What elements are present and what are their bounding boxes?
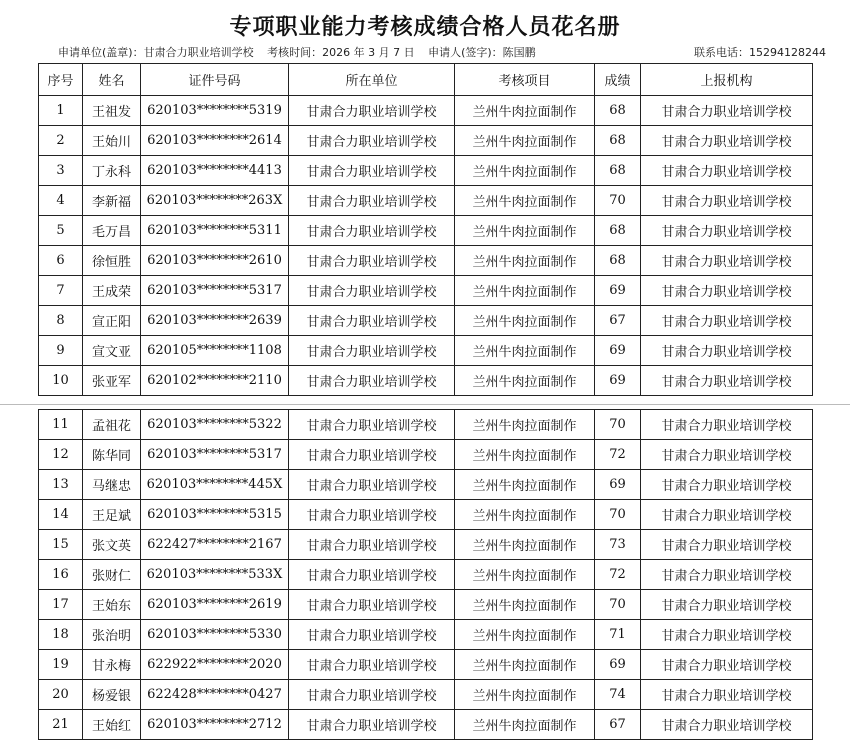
cell-unit: 甘肃合力职业培训学校	[289, 216, 455, 246]
table-row	[39, 710, 813, 740]
cell-no: 19	[39, 650, 83, 680]
table-row	[39, 590, 813, 620]
contact-phone: 联系电话：15294128244	[694, 46, 826, 59]
cell-id: 620103********2610	[141, 246, 289, 276]
cell-no: 7	[39, 276, 83, 306]
cell-no: 14	[39, 500, 83, 530]
cell-no: 12	[39, 440, 83, 470]
cell-org: 甘肃合力职业培训学校	[641, 470, 813, 500]
roster-table-page-2	[38, 409, 813, 740]
cell-org: 甘肃合力职业培训学校	[641, 366, 813, 396]
cell-name: 王足斌	[83, 500, 141, 530]
cell-org: 甘肃合力职业培训学校	[641, 590, 813, 620]
cell-unit: 甘肃合力职业培训学校	[289, 336, 455, 366]
cell-id: 620103********5317	[141, 276, 289, 306]
cell-item: 兰州牛肉拉面制作	[455, 246, 595, 276]
header-no: 序号	[39, 64, 83, 96]
cell-id: 620103********263X	[141, 186, 289, 216]
meta-info	[58, 44, 546, 60]
cell-no: 1	[39, 96, 83, 126]
cell-org: 甘肃合力职业培训学校	[641, 410, 813, 440]
cell-id: 620103********2619	[141, 590, 289, 620]
cell-unit: 甘肃合力职业培训学校	[289, 620, 455, 650]
cell-item: 兰州牛肉拉面制作	[455, 96, 595, 126]
cell-name: 宣正阳	[83, 306, 141, 336]
cell-score: 74	[595, 680, 641, 710]
cell-score: 68	[595, 246, 641, 276]
cell-unit: 甘肃合力职业培训学校	[289, 590, 455, 620]
applicant-signature: 申请人(签字)：陈国鹏	[428, 46, 536, 59]
cell-no: 8	[39, 306, 83, 336]
cell-unit: 甘肃合力职业培训学校	[289, 126, 455, 156]
cell-item: 兰州牛肉拉面制作	[455, 306, 595, 336]
cell-score: 67	[595, 306, 641, 336]
cell-id: 620103********2614	[141, 126, 289, 156]
cell-name: 宣文亚	[83, 336, 141, 366]
cell-item: 兰州牛肉拉面制作	[455, 620, 595, 650]
table-row	[39, 216, 813, 246]
cell-unit: 甘肃合力职业培训学校	[289, 500, 455, 530]
cell-item: 兰州牛肉拉面制作	[455, 590, 595, 620]
table-row	[39, 470, 813, 500]
cell-id: 620103********5317	[141, 440, 289, 470]
cell-unit: 甘肃合力职业培训学校	[289, 156, 455, 186]
cell-name: 甘永梅	[83, 650, 141, 680]
cell-unit: 甘肃合力职业培训学校	[289, 440, 455, 470]
cell-id: 622922********2020	[141, 650, 289, 680]
cell-no: 21	[39, 710, 83, 740]
cell-org: 甘肃合力职业培训学校	[641, 246, 813, 276]
cell-score: 71	[595, 620, 641, 650]
cell-item: 兰州牛肉拉面制作	[455, 156, 595, 186]
cell-id: 622428********0427	[141, 680, 289, 710]
cell-id: 620103********5322	[141, 410, 289, 440]
cell-unit: 甘肃合力职业培训学校	[289, 560, 455, 590]
cell-item: 兰州牛肉拉面制作	[455, 216, 595, 246]
cell-org: 甘肃合力职业培训学校	[641, 216, 813, 246]
cell-id: 620103********5311	[141, 216, 289, 246]
cell-name: 马继忠	[83, 470, 141, 500]
table-row	[39, 276, 813, 306]
cell-id: 620103********2712	[141, 710, 289, 740]
cell-unit: 甘肃合力职业培训学校	[289, 710, 455, 740]
cell-unit: 甘肃合力职业培训学校	[289, 650, 455, 680]
cell-score: 69	[595, 276, 641, 306]
cell-name: 毛万昌	[83, 216, 141, 246]
cell-org: 甘肃合力职业培训学校	[641, 650, 813, 680]
cell-item: 兰州牛肉拉面制作	[455, 336, 595, 366]
cell-org: 甘肃合力职业培训学校	[641, 530, 813, 560]
cell-no: 6	[39, 246, 83, 276]
cell-org: 甘肃合力职业培训学校	[641, 710, 813, 740]
table-row	[39, 96, 813, 126]
cell-score: 70	[595, 410, 641, 440]
cell-name: 王始川	[83, 126, 141, 156]
table-row	[39, 650, 813, 680]
header-unit: 所在单位	[289, 64, 455, 96]
cell-org: 甘肃合力职业培训学校	[641, 620, 813, 650]
cell-no: 17	[39, 590, 83, 620]
cell-org: 甘肃合力职业培训学校	[641, 336, 813, 366]
cell-item: 兰州牛肉拉面制作	[455, 680, 595, 710]
table-row	[39, 680, 813, 710]
cell-id: 620103********5330	[141, 620, 289, 650]
cell-name: 张文英	[83, 530, 141, 560]
cell-score: 69	[595, 650, 641, 680]
table-row	[39, 246, 813, 276]
cell-no: 20	[39, 680, 83, 710]
cell-unit: 甘肃合力职业培训学校	[289, 470, 455, 500]
cell-no: 16	[39, 560, 83, 590]
cell-name: 王祖发	[83, 96, 141, 126]
cell-score: 67	[595, 710, 641, 740]
cell-item: 兰州牛肉拉面制作	[455, 710, 595, 740]
header-item: 考核项目	[455, 64, 595, 96]
cell-unit: 甘肃合力职业培训学校	[289, 306, 455, 336]
cell-org: 甘肃合力职业培训学校	[641, 186, 813, 216]
cell-score: 70	[595, 590, 641, 620]
cell-org: 甘肃合力职业培训学校	[641, 276, 813, 306]
cell-score: 70	[595, 500, 641, 530]
cell-no: 3	[39, 156, 83, 186]
cell-score: 72	[595, 560, 641, 590]
cell-name: 孟祖花	[83, 410, 141, 440]
cell-unit: 甘肃合力职业培训学校	[289, 186, 455, 216]
table-row	[39, 500, 813, 530]
cell-id: 620102********2110	[141, 366, 289, 396]
cell-unit: 甘肃合力职业培训学校	[289, 246, 455, 276]
cell-org: 甘肃合力职业培训学校	[641, 96, 813, 126]
applicant-unit: 申请单位(盖章)：甘肃合力职业培训学校	[58, 46, 254, 59]
table-row	[39, 366, 813, 396]
cell-item: 兰州牛肉拉面制作	[455, 560, 595, 590]
cell-org: 甘肃合力职业培训学校	[641, 560, 813, 590]
cell-name: 王始红	[83, 710, 141, 740]
cell-item: 兰州牛肉拉面制作	[455, 186, 595, 216]
cell-no: 13	[39, 470, 83, 500]
cell-id: 620103********5315	[141, 500, 289, 530]
cell-item: 兰州牛肉拉面制作	[455, 500, 595, 530]
cell-unit: 甘肃合力职业培训学校	[289, 530, 455, 560]
cell-unit: 甘肃合力职业培训学校	[289, 96, 455, 126]
cell-score: 68	[595, 216, 641, 246]
page-divider	[0, 404, 850, 405]
cell-score: 69	[595, 336, 641, 366]
cell-unit: 甘肃合力职业培训学校	[289, 410, 455, 440]
roster-table-page-1	[38, 63, 813, 396]
cell-name: 李新福	[83, 186, 141, 216]
cell-no: 4	[39, 186, 83, 216]
table-row	[39, 410, 813, 440]
cell-name: 杨爱银	[83, 680, 141, 710]
cell-name: 张财仁	[83, 560, 141, 590]
cell-no: 5	[39, 216, 83, 246]
table-row	[39, 440, 813, 470]
cell-no: 15	[39, 530, 83, 560]
cell-org: 甘肃合力职业培训学校	[641, 156, 813, 186]
cell-org: 甘肃合力职业培训学校	[641, 680, 813, 710]
cell-item: 兰州牛肉拉面制作	[455, 126, 595, 156]
cell-id: 620105********1108	[141, 336, 289, 366]
cell-unit: 甘肃合力职业培训学校	[289, 680, 455, 710]
cell-id: 622427********2167	[141, 530, 289, 560]
cell-score: 68	[595, 156, 641, 186]
cell-item: 兰州牛肉拉面制作	[455, 470, 595, 500]
cell-name: 王始东	[83, 590, 141, 620]
table-row	[39, 306, 813, 336]
cell-id: 620103********4413	[141, 156, 289, 186]
table-row	[39, 620, 813, 650]
cell-no: 10	[39, 366, 83, 396]
table-header-row	[39, 64, 813, 96]
header-id: 证件号码	[141, 64, 289, 96]
cell-no: 9	[39, 336, 83, 366]
cell-item: 兰州牛肉拉面制作	[455, 366, 595, 396]
cell-org: 甘肃合力职业培训学校	[641, 440, 813, 470]
cell-id: 620103********5319	[141, 96, 289, 126]
cell-id: 620103********2639	[141, 306, 289, 336]
cell-unit: 甘肃合力职业培训学校	[289, 366, 455, 396]
cell-name: 陈华同	[83, 440, 141, 470]
table-row	[39, 530, 813, 560]
cell-org: 甘肃合力职业培训学校	[641, 306, 813, 336]
table-row	[39, 186, 813, 216]
cell-score: 70	[595, 186, 641, 216]
exam-time: 考核时间：2026 年 3 月 7 日	[267, 46, 415, 59]
table-row	[39, 336, 813, 366]
cell-name: 张治明	[83, 620, 141, 650]
cell-item: 兰州牛肉拉面制作	[455, 530, 595, 560]
cell-org: 甘肃合力职业培训学校	[641, 500, 813, 530]
cell-unit: 甘肃合力职业培训学校	[289, 276, 455, 306]
cell-no: 11	[39, 410, 83, 440]
cell-item: 兰州牛肉拉面制作	[455, 650, 595, 680]
cell-item: 兰州牛肉拉面制作	[455, 276, 595, 306]
cell-score: 72	[595, 440, 641, 470]
cell-org: 甘肃合力职业培训学校	[641, 126, 813, 156]
cell-name: 徐恒胜	[83, 246, 141, 276]
header-name: 姓名	[83, 64, 141, 96]
table-row	[39, 156, 813, 186]
cell-name: 丁永科	[83, 156, 141, 186]
cell-score: 73	[595, 530, 641, 560]
cell-score: 68	[595, 96, 641, 126]
cell-score: 69	[595, 470, 641, 500]
table-row	[39, 560, 813, 590]
cell-score: 69	[595, 366, 641, 396]
cell-no: 2	[39, 126, 83, 156]
header-org: 上报机构	[641, 64, 813, 96]
cell-name: 张亚军	[83, 366, 141, 396]
header-score: 成绩	[595, 64, 641, 96]
cell-score: 68	[595, 126, 641, 156]
cell-no: 18	[39, 620, 83, 650]
table-row	[39, 126, 813, 156]
cell-id: 620103********445X	[141, 470, 289, 500]
cell-item: 兰州牛肉拉面制作	[455, 440, 595, 470]
cell-name: 王成荣	[83, 276, 141, 306]
document-title: 专项职业能力考核成绩合格人员花名册	[229, 15, 621, 40]
cell-id: 620103********533X	[141, 560, 289, 590]
cell-item: 兰州牛肉拉面制作	[455, 410, 595, 440]
